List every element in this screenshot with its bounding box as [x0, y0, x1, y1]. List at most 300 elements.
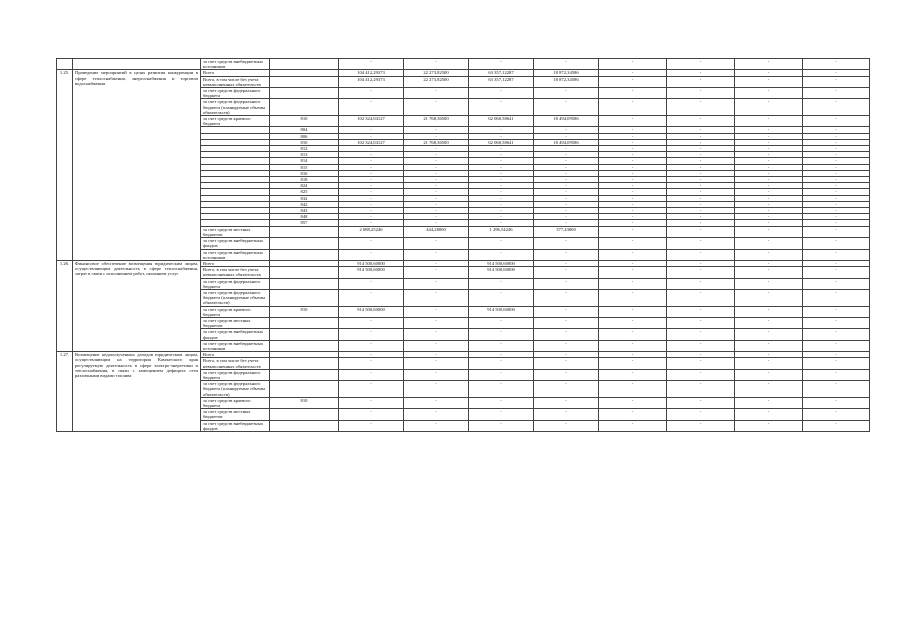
funding-source-cell: за счет средств внебюджетных источников: [201, 340, 270, 351]
amount-cell: -: [803, 220, 870, 226]
amount-cell: 914 500,60000: [469, 260, 534, 266]
item-title-cell: Финансовое обеспечение возмещения юридическим лицам, осуществляющим деятельность в сфере теплоснабжения, затрат в связи с исполнением работ, оказанием услуг: [73, 260, 201, 351]
amount-cell: -: [735, 195, 803, 201]
amount-cell: -: [735, 116, 803, 127]
funding-source-cell: за счет средств внебюджетных источников: [201, 249, 270, 260]
budget-code-cell: 818: [270, 177, 339, 183]
amount-cell: -: [339, 201, 404, 207]
amount-cell: -: [339, 88, 404, 99]
amount-cell: -: [667, 317, 735, 328]
amount-cell: -: [599, 170, 667, 176]
amount-cell: 104 412,29373: [339, 70, 404, 76]
amount-cell: -: [599, 70, 667, 76]
amount-cell: -: [469, 220, 534, 226]
funding-source-cell: за счет средств федерального бюджета: [201, 369, 270, 380]
amount-cell: -: [667, 183, 735, 189]
amount-cell: 104 412,29373: [339, 76, 404, 87]
amount-cell: -: [534, 183, 599, 189]
funding-source-cell: Всего, в том числе без учета невыполненных обязательств: [201, 76, 270, 87]
amount-cell: -: [339, 278, 404, 289]
item-title-cell: Возмещение недополученных доходов юридическим лицам, осуществляющим на территории Камчатского края регулируемую деятельность в сфере электро-энергетики и теплоснабжения, в связи с замещением дефицита сети различными видами топлива: [73, 352, 201, 432]
amount-cell: -: [599, 267, 667, 278]
amount-cell: -: [667, 164, 735, 170]
amount-cell: -: [404, 306, 469, 317]
amount-cell: -: [339, 195, 404, 201]
amount-cell: -: [735, 146, 803, 152]
amount-cell: -: [599, 189, 667, 195]
amount-cell: -: [534, 267, 599, 278]
amount-cell: 18 872,34586: [534, 70, 599, 76]
amount-cell: -: [534, 208, 599, 214]
amount-cell: -: [599, 409, 667, 420]
amount-cell: -: [667, 158, 735, 164]
amount-cell: -: [404, 317, 469, 328]
amount-cell: -: [667, 214, 735, 220]
amount-cell: 444,28000: [404, 226, 469, 237]
budget-code-cell: [270, 420, 339, 431]
amount-cell: -: [339, 220, 404, 226]
amount-cell: -: [735, 352, 803, 358]
amount-cell: -: [404, 381, 469, 398]
amount-cell: -: [803, 170, 870, 176]
budget-code-cell: 843: [270, 208, 339, 214]
amount-cell: -: [534, 317, 599, 328]
amount-cell: -: [735, 189, 803, 195]
amount-cell: -: [469, 127, 534, 133]
funding-source-cell: Всего: [201, 260, 270, 266]
amount-cell: -: [735, 249, 803, 260]
amount-cell: -: [469, 340, 534, 351]
amount-cell: -: [667, 70, 735, 76]
amount-cell: 914 500,60000: [469, 267, 534, 278]
amount-cell: -: [404, 340, 469, 351]
amount-cell: -: [599, 88, 667, 99]
amount-cell: -: [667, 88, 735, 99]
amount-cell: -: [534, 260, 599, 266]
amount-cell: -: [534, 146, 599, 152]
amount-cell: 18 494,09586: [534, 139, 599, 145]
budget-code-cell: 825: [270, 189, 339, 195]
item-title-cell: Проведение мероприятий в целях развития конкуренции в сфере теплоснабжения, энергоснабжения и торговли водоснабжения: [73, 70, 201, 261]
amount-cell: -: [534, 352, 599, 358]
amount-cell: -: [735, 238, 803, 249]
item-number-cell: 1.27.: [57, 352, 73, 432]
amount-cell: -: [599, 420, 667, 431]
budget-code-cell: [270, 369, 339, 380]
budget-code-cell: [270, 59, 339, 70]
amount-cell: 914 500,60000: [339, 267, 404, 278]
budget-code-cell: [270, 381, 339, 398]
funding-source-cell: за счет средств местных бюджетов: [201, 317, 270, 328]
amount-cell: -: [404, 220, 469, 226]
budget-code-cell: 814: [270, 158, 339, 164]
amount-cell: -: [339, 133, 404, 139]
amount-cell: -: [735, 260, 803, 266]
amount-cell: -: [534, 289, 599, 306]
amount-cell: -: [667, 260, 735, 266]
amount-cell: -: [469, 208, 534, 214]
amount-cell: -: [803, 177, 870, 183]
amount-cell: -: [339, 381, 404, 398]
amount-cell: 102 324,04127: [339, 139, 404, 145]
amount-cell: -: [803, 249, 870, 260]
amount-cell: -: [667, 306, 735, 317]
amount-cell: -: [599, 369, 667, 380]
amount-cell: -: [599, 260, 667, 266]
amount-cell: -: [534, 127, 599, 133]
amount-cell: -: [404, 249, 469, 260]
amount-cell: -: [339, 189, 404, 195]
amount-cell: -: [404, 397, 469, 408]
amount-cell: -: [803, 146, 870, 152]
amount-cell: -: [735, 289, 803, 306]
amount-cell: 62 060,58641: [469, 139, 534, 145]
amount-cell: -: [534, 329, 599, 340]
amount-cell: -: [803, 381, 870, 398]
amount-cell: -: [803, 59, 870, 70]
amount-cell: -: [599, 133, 667, 139]
amount-cell: 63 357,12287: [469, 76, 534, 87]
funding-source-cell: за счет средств внебюджетных фондов: [201, 238, 270, 249]
budget-code-cell: 813: [270, 152, 339, 158]
budget-code-cell: [270, 358, 339, 369]
amount-cell: -: [534, 99, 599, 116]
amount-cell: -: [534, 249, 599, 260]
amount-cell: -: [599, 208, 667, 214]
amount-cell: -: [469, 358, 534, 369]
budget-code-cell: [270, 249, 339, 260]
amount-cell: -: [803, 306, 870, 317]
amount-cell: -: [803, 278, 870, 289]
amount-cell: -: [339, 99, 404, 116]
amount-cell: -: [469, 329, 534, 340]
budget-code-cell: 824: [270, 183, 339, 189]
amount-cell: -: [803, 189, 870, 195]
amount-cell: -: [803, 238, 870, 249]
amount-cell: -: [404, 59, 469, 70]
amount-cell: -: [735, 226, 803, 237]
amount-cell: -: [667, 195, 735, 201]
amount-cell: -: [534, 164, 599, 170]
amount-cell: -: [404, 409, 469, 420]
amount-cell: -: [404, 278, 469, 289]
amount-cell: -: [599, 152, 667, 158]
amount-cell: -: [667, 278, 735, 289]
amount-cell: -: [534, 369, 599, 380]
funding-source-cell: за счет средств краевого бюджета: [201, 306, 270, 317]
budget-code-cell: [270, 329, 339, 340]
amount-cell: -: [404, 329, 469, 340]
amount-cell: -: [404, 201, 469, 207]
amount-cell: -: [469, 278, 534, 289]
amount-cell: -: [534, 306, 599, 317]
amount-cell: -: [667, 99, 735, 116]
amount-cell: -: [667, 146, 735, 152]
amount-cell: -: [404, 152, 469, 158]
amount-cell: -: [599, 127, 667, 133]
amount-cell: -: [534, 177, 599, 183]
amount-cell: -: [469, 170, 534, 176]
amount-cell: -: [735, 183, 803, 189]
amount-cell: -: [534, 409, 599, 420]
amount-cell: 1 296,54246: [469, 226, 534, 237]
funding-source-cell: за счет средств краевого бюджета: [201, 116, 270, 127]
amount-cell: -: [469, 369, 534, 380]
amount-cell: -: [735, 201, 803, 207]
amount-cell: -: [803, 70, 870, 76]
budget-code-cell: 848: [270, 214, 339, 220]
amount-cell: -: [803, 214, 870, 220]
budget-code-cell: 812: [270, 146, 339, 152]
item-number-cell: 1.26.: [57, 260, 73, 351]
funding-source-cell: Всего: [201, 70, 270, 76]
amount-cell: -: [667, 76, 735, 87]
amount-cell: 22 273,82500: [404, 76, 469, 87]
amount-cell: -: [599, 59, 667, 70]
amount-cell: -: [534, 420, 599, 431]
amount-cell: -: [803, 88, 870, 99]
amount-cell: -: [803, 340, 870, 351]
amount-cell: -: [404, 195, 469, 201]
amount-cell: -: [735, 317, 803, 328]
amount-cell: -: [469, 352, 534, 358]
budget-code-cell: 810: [270, 139, 339, 145]
amount-cell: -: [339, 127, 404, 133]
amount-cell: -: [735, 127, 803, 133]
amount-cell: -: [803, 397, 870, 408]
amount-cell: -: [667, 152, 735, 158]
amount-cell: -: [339, 238, 404, 249]
amount-cell: -: [404, 238, 469, 249]
amount-cell: -: [469, 201, 534, 207]
amount-cell: -: [599, 214, 667, 220]
amount-cell: -: [803, 369, 870, 380]
amount-cell: -: [534, 201, 599, 207]
budget-code-cell: [270, 99, 339, 116]
amount-cell: -: [667, 139, 735, 145]
item-number-cell: [57, 59, 73, 70]
item-number-cell: 1.25.: [57, 70, 73, 261]
funding-source-cell: за счет средств внебюджетных фондов: [201, 329, 270, 340]
amount-cell: -: [599, 358, 667, 369]
amount-cell: -: [803, 317, 870, 328]
budget-code-cell: 810: [270, 397, 339, 408]
amount-cell: -: [599, 183, 667, 189]
amount-cell: -: [534, 238, 599, 249]
amount-cell: -: [735, 397, 803, 408]
amount-cell: -: [803, 352, 870, 358]
budget-code-cell: 810: [270, 306, 339, 317]
amount-cell: -: [339, 420, 404, 431]
amount-cell: -: [667, 289, 735, 306]
amount-cell: -: [599, 278, 667, 289]
amount-cell: -: [339, 214, 404, 220]
amount-cell: -: [599, 352, 667, 358]
amount-cell: -: [404, 127, 469, 133]
amount-cell: -: [534, 340, 599, 351]
amount-cell: -: [404, 260, 469, 266]
amount-cell: -: [469, 249, 534, 260]
amount-cell: -: [735, 133, 803, 139]
amount-cell: -: [339, 146, 404, 152]
amount-cell: -: [803, 289, 870, 306]
amount-cell: -: [735, 420, 803, 431]
amount-cell: -: [667, 267, 735, 278]
amount-cell: -: [469, 238, 534, 249]
amount-cell: -: [339, 177, 404, 183]
amount-cell: -: [404, 420, 469, 431]
amount-cell: -: [404, 267, 469, 278]
budget-code-cell: [270, 340, 339, 351]
budget-code-cell: [270, 289, 339, 306]
funding-source-cell: за счет средств внебюджетных фондов: [201, 420, 270, 431]
amount-cell: -: [735, 99, 803, 116]
amount-cell: -: [339, 59, 404, 70]
budget-code-cell: 816: [270, 170, 339, 176]
amount-cell: -: [667, 189, 735, 195]
amount-cell: -: [534, 220, 599, 226]
amount-cell: -: [667, 358, 735, 369]
amount-cell: -: [404, 133, 469, 139]
amount-cell: -: [803, 358, 870, 369]
amount-cell: -: [599, 201, 667, 207]
amount-cell: -: [599, 139, 667, 145]
amount-cell: -: [735, 170, 803, 176]
amount-cell: -: [339, 329, 404, 340]
amount-cell: -: [534, 158, 599, 164]
amount-cell: -: [667, 381, 735, 398]
amount-cell: -: [599, 289, 667, 306]
amount-cell: -: [735, 358, 803, 369]
amount-cell: -: [803, 201, 870, 207]
amount-cell: -: [469, 152, 534, 158]
amount-cell: -: [735, 369, 803, 380]
amount-cell: 62 060,58641: [469, 116, 534, 127]
amount-cell: -: [735, 329, 803, 340]
budget-code-cell: 842: [270, 201, 339, 207]
amount-cell: -: [599, 220, 667, 226]
amount-cell: -: [469, 189, 534, 195]
funding-source-cell: за счет средств федерального бюджета (планируемые объемы обязательств): [201, 289, 270, 306]
amount-cell: -: [803, 158, 870, 164]
amount-cell: -: [404, 170, 469, 176]
amount-cell: -: [599, 329, 667, 340]
amount-cell: -: [469, 177, 534, 183]
amount-cell: -: [534, 59, 599, 70]
amount-cell: -: [469, 146, 534, 152]
amount-cell: -: [404, 369, 469, 380]
amount-cell: 914 500,60000: [469, 306, 534, 317]
amount-cell: -: [735, 88, 803, 99]
amount-cell: -: [803, 76, 870, 87]
amount-cell: -: [667, 59, 735, 70]
amount-cell: -: [735, 220, 803, 226]
amount-cell: -: [534, 358, 599, 369]
amount-cell: -: [469, 317, 534, 328]
amount-cell: -: [404, 146, 469, 152]
amount-cell: -: [469, 214, 534, 220]
amount-cell: -: [599, 164, 667, 170]
amount-cell: -: [735, 139, 803, 145]
amount-cell: 21 768,36500: [404, 139, 469, 145]
amount-cell: -: [803, 116, 870, 127]
amount-cell: -: [667, 201, 735, 207]
amount-cell: -: [534, 133, 599, 139]
amount-cell: -: [339, 208, 404, 214]
funding-source-cell: за счет средств внебюджетных источников: [201, 59, 270, 70]
amount-cell: -: [667, 329, 735, 340]
amount-cell: -: [803, 409, 870, 420]
amount-cell: -: [404, 88, 469, 99]
amount-cell: -: [404, 358, 469, 369]
amount-cell: -: [599, 397, 667, 408]
amount-cell: -: [735, 214, 803, 220]
amount-cell: -: [404, 164, 469, 170]
amount-cell: -: [803, 195, 870, 201]
amount-cell: -: [339, 397, 404, 408]
amount-cell: -: [339, 340, 404, 351]
budget-code-cell: [270, 317, 339, 328]
amount-cell: -: [339, 317, 404, 328]
amount-cell: -: [803, 420, 870, 431]
amount-cell: 102 324,04127: [339, 116, 404, 127]
table-row: [57, 59, 870, 70]
amount-cell: -: [599, 195, 667, 201]
amount-cell: -: [599, 146, 667, 152]
amount-cell: -: [469, 420, 534, 431]
amount-cell: -: [735, 76, 803, 87]
amount-cell: -: [735, 152, 803, 158]
amount-cell: -: [469, 397, 534, 408]
amount-cell: -: [803, 183, 870, 189]
amount-cell: -: [339, 409, 404, 420]
amount-cell: -: [339, 289, 404, 306]
amount-cell: -: [667, 226, 735, 237]
amount-cell: -: [667, 208, 735, 214]
amount-cell: -: [735, 381, 803, 398]
amount-cell: 18 494,09586: [534, 116, 599, 127]
amount-cell: -: [404, 177, 469, 183]
amount-cell: -: [803, 260, 870, 266]
budget-code-cell: [270, 88, 339, 99]
amount-cell: -: [599, 238, 667, 249]
amount-cell: 914 500,60000: [339, 260, 404, 266]
funding-source-cell: за счет средств федерального бюджета (планируемые объемы обязательств): [201, 99, 270, 116]
table-body: [57, 59, 870, 432]
funding-source-cell: за счет средств местных бюджетов: [201, 226, 270, 237]
amount-cell: -: [735, 267, 803, 278]
amount-cell: -: [534, 214, 599, 220]
amount-cell: -: [735, 70, 803, 76]
amount-cell: -: [469, 195, 534, 201]
amount-cell: -: [599, 317, 667, 328]
budget-code-cell: 810: [270, 116, 339, 127]
budget-table-sheet: [56, 58, 868, 432]
amount-cell: -: [667, 397, 735, 408]
amount-cell: -: [599, 76, 667, 87]
amount-cell: -: [339, 369, 404, 380]
funding-source-cell: за счет средств федерального бюджета (планируемые объемы обязательств): [201, 381, 270, 398]
amount-cell: -: [667, 249, 735, 260]
amount-cell: -: [735, 409, 803, 420]
funding-source-cell: Всего, в том числе без учета невыполненных обязательств: [201, 267, 270, 278]
amount-cell: -: [404, 158, 469, 164]
amount-cell: -: [667, 420, 735, 431]
amount-cell: -: [803, 208, 870, 214]
amount-cell: -: [339, 158, 404, 164]
amount-cell: -: [667, 170, 735, 176]
amount-cell: -: [667, 177, 735, 183]
